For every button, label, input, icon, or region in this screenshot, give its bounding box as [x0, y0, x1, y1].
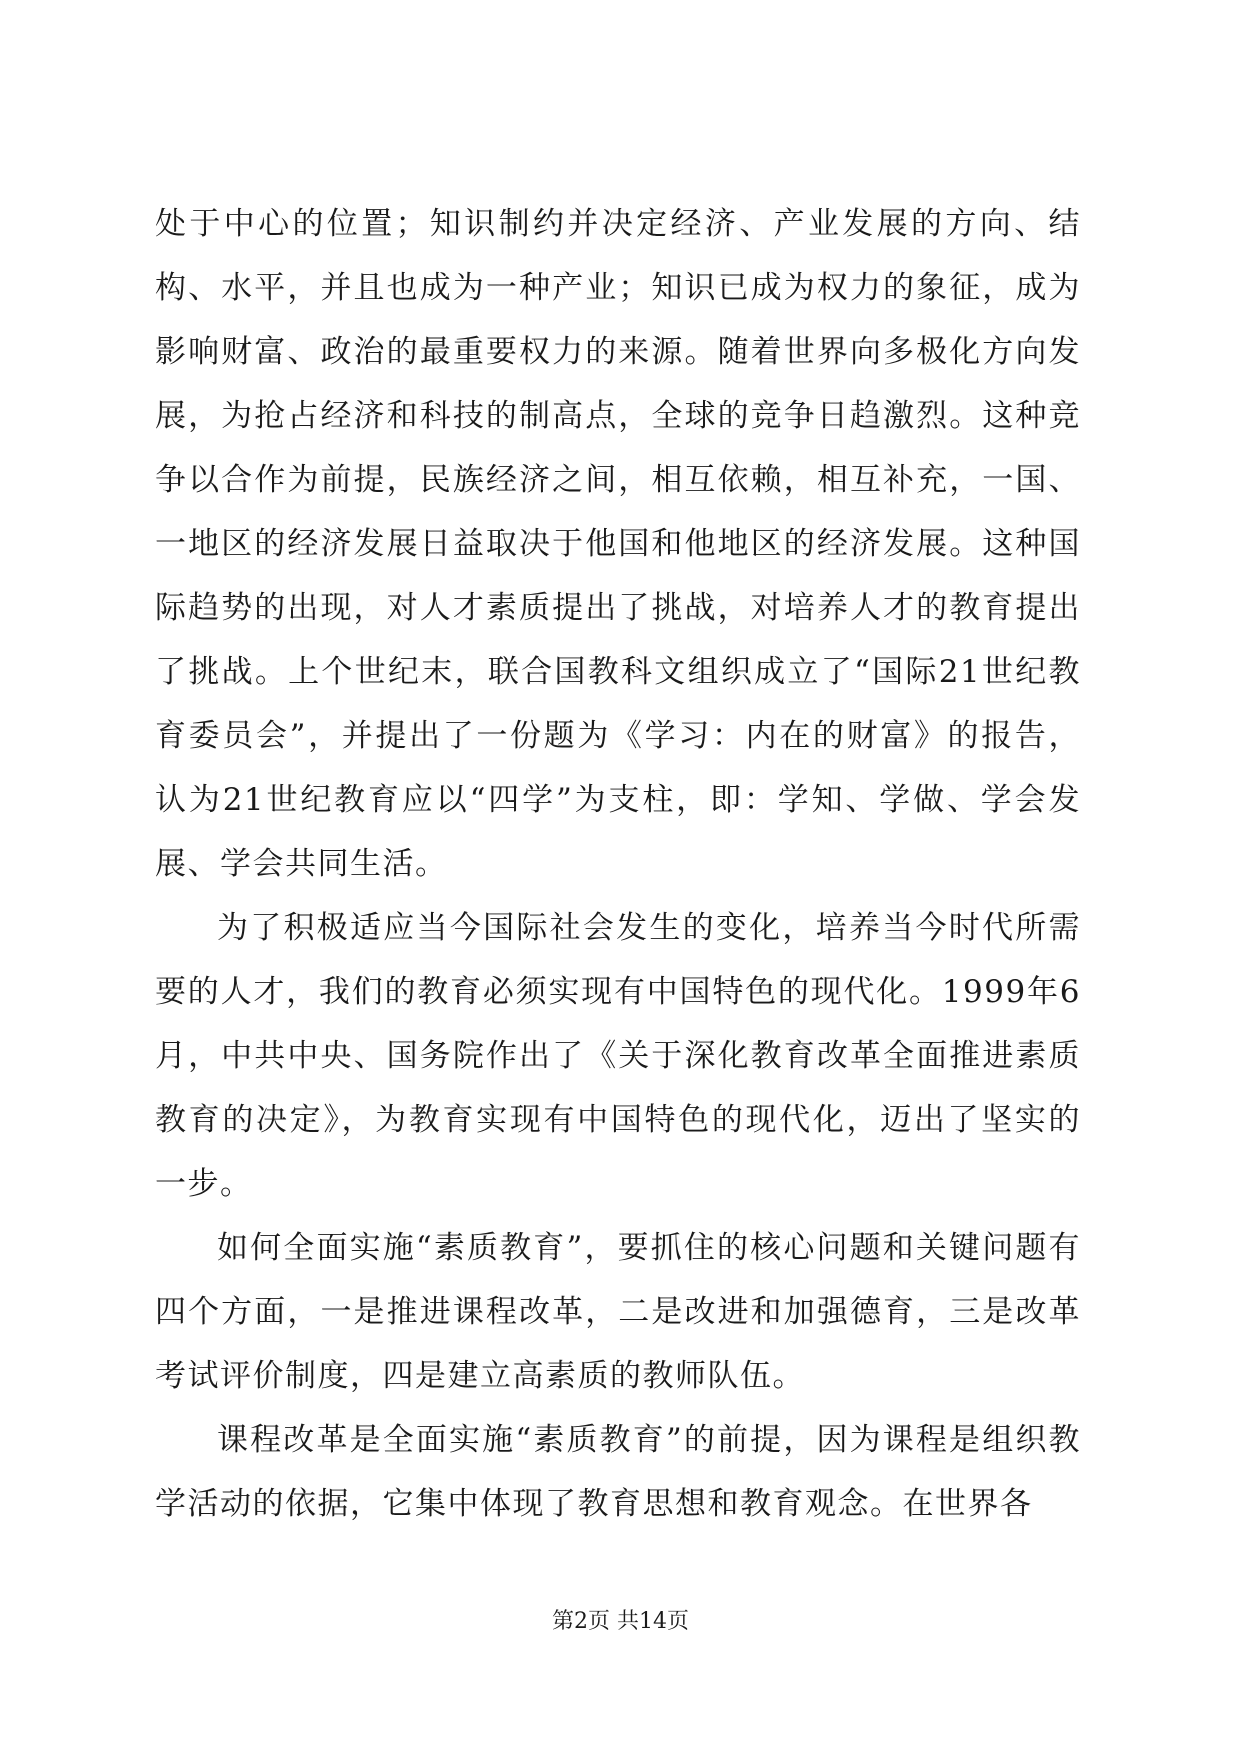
paragraph-1: 处于中心的位置；知识制约并决定经济、产业发展的方向、结构、水平，并且也成为一种产业；知识已成为权力的象征，成为影响财富、政治的最重要权力的来源。随着世界向多极化方向发展，为抢占经济和科技的制高点，全球的竞争日趋激烈。这种竞争以合作为前提，民族经济之间，相互依赖，相互补充，一国、一地区的经济发展日益取决于他国和他地区的经济发展。这种国际趋势的出现，对人才素质提出了挑战，对培养人才的教育提出了挑战。上个世纪末，联合国教科文组织成立了“国际21世纪教育委员会”，并提出了一份题为《学习：内在的财富》的报告，认为21世纪教育应以“四学”为支柱，即：学知、学做、学会发展、学会共同生活。 — [155, 206, 1081, 882]
paragraph-4: 课程改革是全面实施“素质教育”的前提，因为课程是组织教学活动的依据，它集中体现了教育思想和教育观念。在世界各 — [155, 1422, 1081, 1522]
document-body — [155, 192, 1081, 1536]
paragraph-3: 如何全面实施“素质教育”，要抓住的核心问题和关键问题有四个方面，一是推进课程改革，二是改进和加强德育，三是改革考试评价制度，四是建立高素质的教师队伍。 — [155, 1230, 1081, 1394]
page-footer — [0, 1607, 1241, 1637]
paragraph-2: 为了积极适应当今国际社会发生的变化，培养当今时代所需要的人才，我们的教育必须实现有中国特色的现代化。1999年6月，中共中央、国务院作出了《关于深化教育改革全面推进素质教育的决定》，为教育实现有中国特色的现代化，迈出了坚实的一步。 — [155, 910, 1081, 1202]
page-number-label: 第2页 共14页 — [552, 1609, 689, 1634]
